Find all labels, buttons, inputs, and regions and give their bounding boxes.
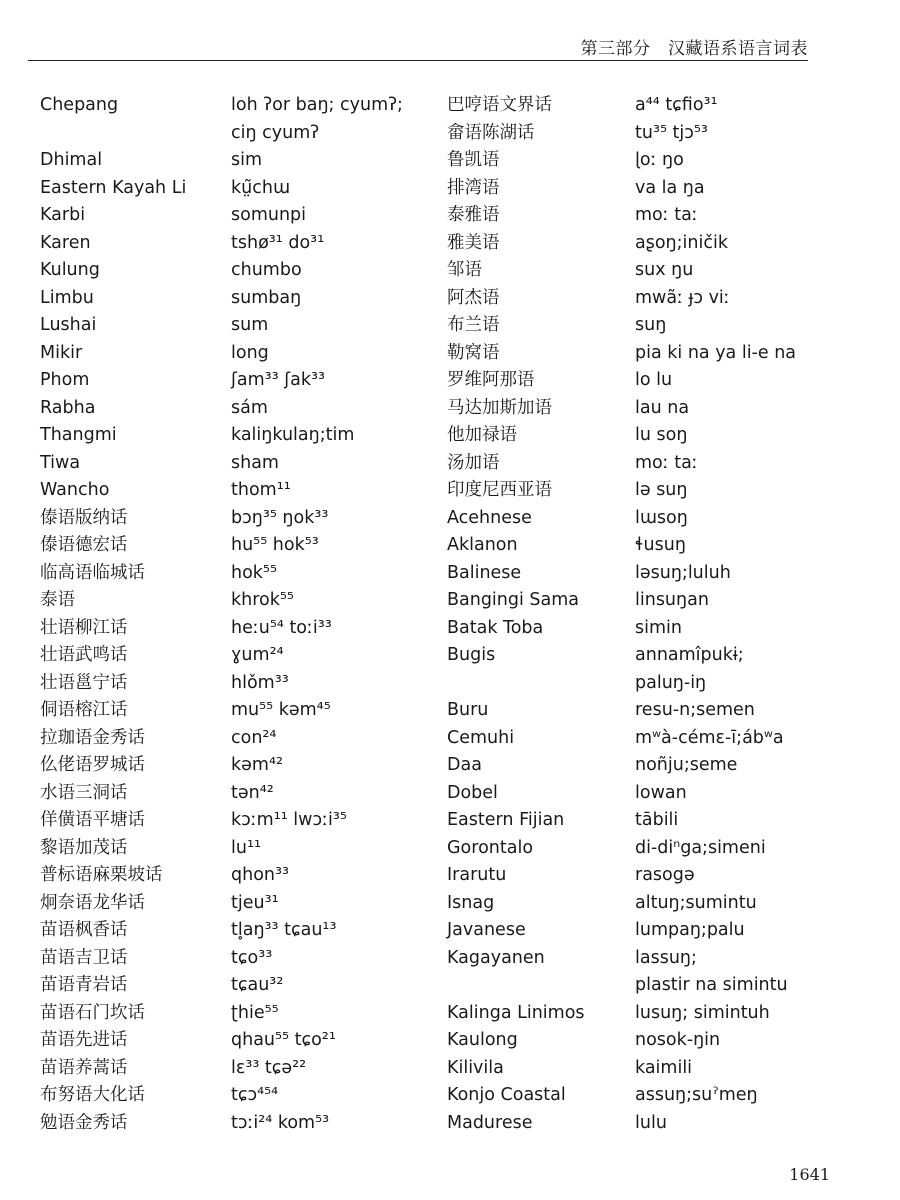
table-cell: 苗语养蒿话 <box>40 1057 128 1078</box>
table-cell: lu soŋ <box>635 425 688 445</box>
table-cell: 苗语石门坎话 <box>40 1002 145 1023</box>
table-cell: Chepang <box>40 95 119 115</box>
page-number: 1641 <box>789 1165 830 1184</box>
table-cell: Acehnese <box>447 507 532 528</box>
table-cell: Bugis <box>447 645 496 665</box>
table-cell <box>447 972 622 1000</box>
table-cell: long <box>231 342 269 363</box>
language-names-column-1 <box>40 92 225 1137</box>
table-cell: annamîpukɨ; <box>635 645 744 665</box>
table-cell: kɔːm¹¹ lwɔːi³⁵ <box>231 810 347 830</box>
table-cell: 黎语加茂话 <box>40 837 128 858</box>
table-cell: 鲁凯语 <box>447 150 500 170</box>
table-cell: kaimili <box>635 1057 693 1078</box>
table-cell: qhau⁵⁵ tɕo²¹ <box>231 1030 336 1050</box>
table-cell: hlǒm³³ <box>231 672 289 693</box>
table-cell: Rabha <box>40 397 96 418</box>
table-cell: noñju;seme <box>635 755 738 775</box>
table-cell: lassuŋ; <box>635 947 697 968</box>
table-cell: Karbi <box>40 205 86 225</box>
table-cell: 水语三洞话 <box>40 782 128 803</box>
table-cell: ɬusuŋ <box>635 535 686 555</box>
table-cell: altuŋ;sumintu <box>635 892 757 913</box>
table-cell: somunpi <box>231 205 307 225</box>
table-cell: 阿杰语 <box>447 287 500 308</box>
table-cell: Mikir <box>40 342 83 363</box>
table-cell: 炯奈语龙华话 <box>40 892 145 913</box>
table-cell: Dhimal <box>40 150 103 170</box>
table-cell: ciŋ cyumʔ <box>231 122 320 143</box>
table-cell: aʂoŋ;iničik <box>635 232 728 253</box>
table-cell: Irarutu <box>447 865 507 885</box>
table-cell: kaliŋkulaŋ;tim <box>231 425 355 445</box>
table-cell: Eastern Kayah Li <box>40 177 187 198</box>
table-cell: 印度尼西亚语 <box>447 480 552 500</box>
table-cell: Balinese <box>447 562 522 583</box>
table-cell: Eastern Fijian <box>447 810 565 830</box>
table-cell: suŋ <box>635 315 667 335</box>
table-cell: 泰雅语 <box>447 205 500 225</box>
table-cell: Thangmi <box>40 425 117 445</box>
table-cell: 佯僙语平塘话 <box>40 810 145 830</box>
table-cell: assuŋ;suˀmeŋ <box>635 1085 758 1105</box>
table-cell: tjeu³¹ <box>231 892 279 913</box>
table-cell: 雅美语 <box>447 232 500 253</box>
table-cell: lowan <box>635 782 687 803</box>
table-cell: 普标语麻栗坡话 <box>40 865 163 885</box>
table-cell: Gorontalo <box>447 837 534 858</box>
table-cell: ʈhie⁵⁵ <box>231 1002 279 1023</box>
table-cell: sim <box>231 150 263 170</box>
table-cell: 马达加斯加语 <box>447 397 552 418</box>
table-cell: Batak Toba <box>447 617 544 638</box>
table-cell: Wancho <box>40 480 110 500</box>
table-cell: moː taː <box>635 452 698 473</box>
word-forms-column-2 <box>635 92 865 1137</box>
table-cell: hu⁵⁵ hok⁵³ <box>231 535 319 555</box>
table-cell: tu³⁵ tjɔ⁵³ <box>635 122 708 143</box>
table-cell: bɔŋ³⁵ ŋok³³ <box>231 507 329 528</box>
table-cell: sumbaŋ <box>231 287 302 308</box>
table-cell: Dobel <box>447 782 498 803</box>
table-cell: 仫佬语罗城话 <box>40 755 145 775</box>
table-cell: ləsuŋ;luluh <box>635 562 731 583</box>
table-cell: kəm⁴² <box>231 755 283 775</box>
table-cell: 勒窝语 <box>447 342 500 363</box>
table-cell: Kaulong <box>447 1030 518 1050</box>
table-cell: 壮语武鸣话 <box>40 645 128 665</box>
table-cell: Bangingi Sama <box>447 590 580 610</box>
table-cell: Madurese <box>447 1112 533 1133</box>
table-cell: 畲语陈湖话 <box>447 122 535 143</box>
table-cell: pia ki na ya li-e na <box>635 342 797 363</box>
table-cell: tābili <box>635 810 679 830</box>
table-cell: tshø³¹ do³¹ <box>231 232 325 253</box>
table-cell: 苗语枫香话 <box>40 920 128 940</box>
table-cell: 巴哼语文界话 <box>447 95 552 115</box>
table-cell: sux ŋu <box>635 260 694 280</box>
table-cell: lɯsoŋ <box>635 507 688 528</box>
table-cell: simin <box>635 617 682 638</box>
table-cell: 排湾语 <box>447 177 500 198</box>
table-cell: mʷà-cémɛ-ī;ábʷa <box>635 727 784 748</box>
table-cell: Kilivila <box>447 1057 504 1078</box>
language-names-column-2 <box>447 92 622 1137</box>
table-cell <box>40 120 225 148</box>
table-cell: va la ŋa <box>635 177 705 198</box>
table-cell: hok⁵⁵ <box>231 562 277 583</box>
table-cell: a⁴⁴ tɕfio³¹ <box>635 95 718 115</box>
table-cell: nosok-ŋin <box>635 1030 721 1050</box>
table-cell: 壮语邕宁话 <box>40 672 128 693</box>
table-cell: moː taː <box>635 205 698 225</box>
word-forms-column-1 <box>231 92 441 1137</box>
table-cell: Tiwa <box>40 452 81 473</box>
running-header <box>0 0 900 70</box>
table-cell: tɕau³² <box>231 975 284 995</box>
header-rule <box>28 60 808 61</box>
table-cell: paluŋ-iŋ <box>635 672 707 693</box>
table-cell: tən⁴² <box>231 782 274 803</box>
table-cell: Limbu <box>40 287 94 308</box>
table-cell: mwãː ɟɔ viː <box>635 287 730 308</box>
table-cell: 邹语 <box>447 260 482 280</box>
table-cell: Buru <box>447 700 489 720</box>
table-cell: 苗语青岩话 <box>40 975 128 995</box>
table-cell: 布努语大化话 <box>40 1085 145 1105</box>
table-cell: 壮语柳江话 <box>40 617 128 638</box>
table-cell: 傣语德宏话 <box>40 535 128 555</box>
table-cell: tɕɔ⁴⁵⁴ <box>231 1085 279 1105</box>
table-cell: lulu <box>635 1112 667 1133</box>
table-cell: thom¹¹ <box>231 480 291 500</box>
table-cell: lə suŋ <box>635 480 688 500</box>
table-cell: 傣语版纳话 <box>40 507 128 528</box>
table-cell: Kulung <box>40 260 100 280</box>
table-cell: Konjo Coastal <box>447 1085 566 1105</box>
table-cell: mu⁵⁵ kəm⁴⁵ <box>231 700 331 720</box>
table-cell: 拉珈语金秀话 <box>40 727 145 748</box>
table-cell: khrok⁵⁵ <box>231 590 294 610</box>
table-cell: 侗语榕江话 <box>40 700 128 720</box>
table-cell: di-diⁿga;simeni <box>635 837 766 858</box>
table-cell: plastir na simintu <box>635 975 788 995</box>
table-cell: 罗维阿那语 <box>447 370 535 390</box>
table-cell: 泰语 <box>40 590 75 610</box>
table-cell: 汤加语 <box>447 452 500 473</box>
table-cell: sám <box>231 397 268 418</box>
table-cell: lusuŋ; simintuh <box>635 1002 770 1023</box>
table-cell: Daa <box>447 755 482 775</box>
table-cell: Karen <box>40 232 91 253</box>
table-cell: Cemuhi <box>447 727 515 748</box>
table-cell: resu-n;semen <box>635 700 755 720</box>
table-cell: kṳ̃chɯ <box>231 177 290 198</box>
table-cell: lumpaŋ;palu <box>635 920 745 940</box>
table-cell: lo lu <box>635 370 673 390</box>
table-cell: linsuŋan <box>635 590 709 610</box>
table-cell: tɕo³³ <box>231 947 273 968</box>
running-header-title: 第三部分 汉藏语系语言词表 <box>580 39 808 59</box>
table-cell: con²⁴ <box>231 727 277 748</box>
table-cell: loh ʔor baŋ; cyumʔ; <box>231 95 403 115</box>
table-cell: 勉语金秀话 <box>40 1112 128 1133</box>
table-cell: tl̥aŋ³³ tɕau¹³ <box>231 920 337 940</box>
table-cell: 布兰语 <box>447 315 500 335</box>
table-cell: chumbo <box>231 260 302 280</box>
table-cell: ʃam³³ ʃak³³ <box>231 370 326 390</box>
table-cell: ɭoː ŋo <box>635 150 684 170</box>
table-cell: Isnag <box>447 892 495 913</box>
table-cell: rasogə <box>635 865 695 885</box>
table-cell: 他加禄语 <box>447 425 517 445</box>
table-cell: 苗语吉卫话 <box>40 947 128 968</box>
table-cell: Aklanon <box>447 535 518 555</box>
table-cell: lau na <box>635 397 690 418</box>
table-cell: qhon³³ <box>231 865 290 885</box>
table-cell: Lushai <box>40 315 97 335</box>
table-cell: Kagayanen <box>447 947 545 968</box>
table-cell: 临高语临城话 <box>40 562 145 583</box>
table-cell: sum <box>231 315 269 335</box>
table-cell: tɔːi²⁴ kom⁵³ <box>231 1112 330 1133</box>
table-cell: Javanese <box>447 920 526 940</box>
table-cell: heːu⁵⁴ toːi³³ <box>231 617 332 638</box>
table-cell: Phom <box>40 370 90 390</box>
table-cell: lu¹¹ <box>231 837 261 858</box>
table-cell: ɣum²⁴ <box>231 645 284 665</box>
table-cell: sham <box>231 452 279 473</box>
table-cell <box>447 670 622 698</box>
table-cell: Kalinga Linimos <box>447 1002 585 1023</box>
table-cell: lɛ³³ tɕə²² <box>231 1057 307 1078</box>
table-cell: 苗语先进话 <box>40 1030 128 1050</box>
